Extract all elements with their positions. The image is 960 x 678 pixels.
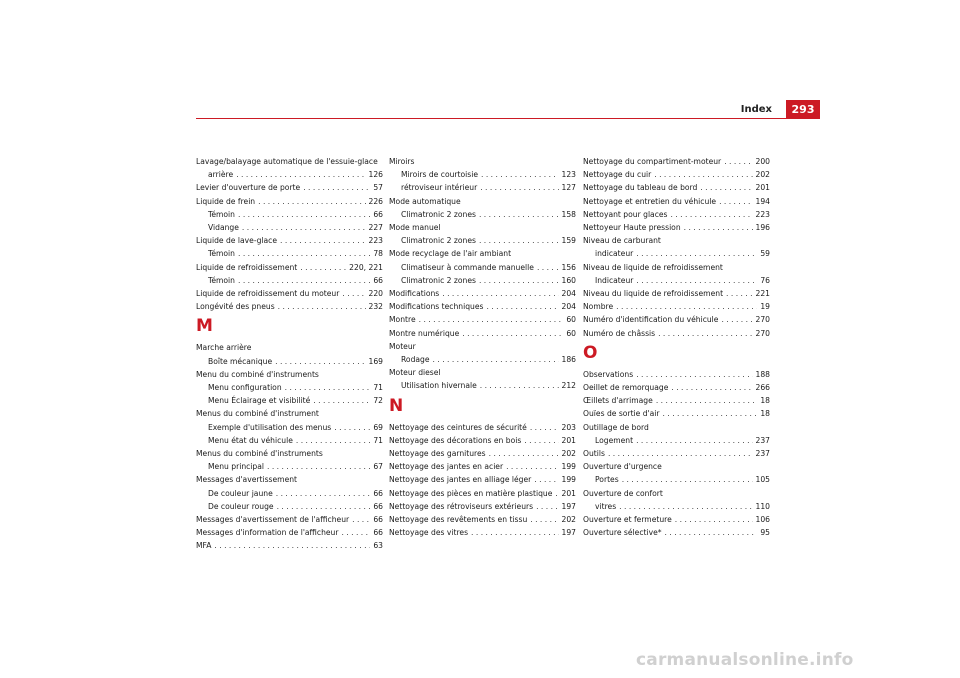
entry-page-number: 266 xyxy=(755,383,770,393)
dot-leader xyxy=(636,247,757,260)
index-entry xyxy=(389,208,576,221)
entry-label: Œillets d'arrimage xyxy=(583,396,653,406)
index-heading: Moteur xyxy=(389,341,416,351)
entry-page-number: 188 xyxy=(755,369,770,379)
entry-page-number: 72 xyxy=(373,396,383,406)
index-entry xyxy=(196,434,383,447)
index-heading: Menus du combiné d'instrument xyxy=(196,409,319,419)
entry-page-number: 232 xyxy=(368,302,383,312)
index-entry xyxy=(196,274,383,287)
entry-label: MFA xyxy=(196,541,212,551)
section-letter: N xyxy=(389,395,404,416)
index-entry xyxy=(196,195,383,208)
section-letter: O xyxy=(583,342,598,363)
index-entry xyxy=(583,274,770,287)
entry-page-number: 201 xyxy=(755,183,770,193)
index-entry xyxy=(389,460,576,473)
dot-leader xyxy=(419,313,564,326)
entry-label: Nettoyeur Haute pression xyxy=(583,223,681,233)
index-heading: Miroirs xyxy=(389,157,415,166)
entry-label: Nettoyage des revêtements en tissu xyxy=(389,515,528,525)
dot-leader xyxy=(276,487,371,500)
index-column-3 xyxy=(583,155,770,539)
dot-leader xyxy=(277,500,371,513)
entry-page-number: 186 xyxy=(561,355,576,365)
entry-label: Numéro d'identification du véhicule xyxy=(583,315,719,325)
entry-label: De couleur jaune xyxy=(208,488,273,498)
page-title: Index xyxy=(740,104,772,115)
dot-leader xyxy=(675,513,753,526)
dot-leader xyxy=(636,368,752,381)
entry-label: Témoin xyxy=(208,275,235,285)
index-entry xyxy=(196,208,383,221)
index-entry xyxy=(196,513,383,526)
dot-leader xyxy=(280,234,366,247)
dot-leader xyxy=(719,195,752,208)
dot-leader xyxy=(214,539,370,552)
dot-leader xyxy=(480,181,558,194)
dot-leader xyxy=(238,247,370,260)
dot-leader xyxy=(342,526,371,539)
entry-label: Nettoyage des rétroviseurs extérieurs xyxy=(389,501,534,511)
entry-label: Boîte mécanique xyxy=(208,356,273,366)
entry-page-number: 202 xyxy=(561,515,576,525)
index-entry xyxy=(389,487,576,500)
index-column-2 xyxy=(389,155,576,539)
entry-page-number: 201 xyxy=(561,435,576,445)
index-entry xyxy=(196,381,383,394)
dot-leader xyxy=(684,221,753,234)
entry-label: rétroviseur intérieur xyxy=(401,183,478,193)
entry-label: Numéro de châssis xyxy=(583,328,656,338)
entry-label: Exemple d'utilisation des menus xyxy=(208,422,332,432)
entry-page-number: 66 xyxy=(373,528,383,538)
entry-page-number: 270 xyxy=(755,328,770,338)
entry-page-number: 197 xyxy=(561,501,576,511)
header-rule xyxy=(196,118,818,119)
index-entry xyxy=(389,513,576,526)
entry-label: Nettoyage des décorations en bois xyxy=(389,435,522,445)
index-heading: Menu du combiné d'instruments xyxy=(196,369,319,379)
index-entry xyxy=(583,407,770,420)
index-entry xyxy=(389,300,576,313)
dot-leader xyxy=(726,287,752,300)
index-entry xyxy=(583,221,770,234)
dot-leader xyxy=(530,513,558,526)
entry-page-number: 199 xyxy=(561,475,576,485)
entry-page-number: 169 xyxy=(368,356,383,366)
entry-label: Nettoyage des garnitures xyxy=(389,449,486,459)
entry-page-number: 66 xyxy=(373,275,383,285)
entry-label: Ouïes de sortie d'air xyxy=(583,409,660,419)
dot-leader xyxy=(462,327,563,340)
entry-page-number: 66 xyxy=(373,488,383,498)
index-entry xyxy=(583,473,770,486)
entry-page-number: 227 xyxy=(368,223,383,233)
index-entry xyxy=(389,168,576,181)
index-heading: Outillage de bord xyxy=(583,422,649,432)
index-entry xyxy=(583,287,770,300)
index-heading: Niveau de liquide de refroidissement xyxy=(583,262,723,272)
index-entry xyxy=(583,247,770,260)
entry-label: Liquide de lave-glace xyxy=(196,236,277,246)
entry-label: Climatiseur à commande manuelle xyxy=(401,262,534,272)
index-entry xyxy=(389,353,576,366)
entry-label: Liquide de frein xyxy=(196,196,256,206)
index-heading: Ouverture de confort xyxy=(583,488,663,498)
entry-label: Nettoyage des jantes en alliage léger xyxy=(389,475,532,485)
entry-label: Montre numérique xyxy=(389,328,460,338)
dot-leader xyxy=(352,513,370,526)
entry-label: Modifications techniques xyxy=(389,302,484,312)
entry-label: Miroirs de courtoisie xyxy=(401,170,478,180)
page-number: 293 xyxy=(786,100,820,119)
dot-leader xyxy=(656,394,758,407)
dot-leader xyxy=(536,500,558,513)
dot-leader xyxy=(663,407,758,420)
index-entry xyxy=(389,261,576,274)
entry-label: Messages d'information de l'afficheur xyxy=(196,528,339,538)
index-entry xyxy=(389,274,576,287)
index-entry xyxy=(583,155,770,168)
dot-leader xyxy=(489,447,559,460)
index-entry xyxy=(583,368,770,381)
entry-page-number: 60 xyxy=(566,315,576,325)
index-entry xyxy=(196,421,383,434)
entry-label: Témoin xyxy=(208,249,235,259)
entry-page-number: 199 xyxy=(561,462,576,472)
dot-leader xyxy=(534,473,558,486)
entry-page-number: 66 xyxy=(373,209,383,219)
dot-leader xyxy=(238,274,370,287)
entry-page-number: 95 xyxy=(760,528,770,538)
entry-page-number: 223 xyxy=(755,209,770,219)
dot-leader xyxy=(236,168,365,181)
entry-page-number: 127 xyxy=(561,183,576,193)
entry-page-number: 221 xyxy=(755,289,770,299)
entry-label: arrière xyxy=(208,170,234,180)
entry-label: Nettoyage du compartiment-moteur xyxy=(583,157,722,166)
entry-label: Ouverture sélective* xyxy=(583,528,662,538)
entry-page-number: 237 xyxy=(755,435,770,445)
dot-leader xyxy=(700,181,752,194)
entry-page-number: 223 xyxy=(368,236,383,246)
entry-label: Modifications xyxy=(389,289,440,299)
entry-label: Niveau du liquide de refroidissement xyxy=(583,289,724,299)
dot-leader xyxy=(665,526,758,539)
dot-leader xyxy=(303,181,370,194)
entry-page-number: 194 xyxy=(755,196,770,206)
index-entry xyxy=(196,300,383,313)
entry-label: De couleur rouge xyxy=(208,501,274,511)
entry-label: Nombre xyxy=(583,302,614,312)
entry-label: Nettoyage des pièces en matière plastique xyxy=(389,488,553,498)
entry-page-number: 226 xyxy=(368,196,383,206)
dot-leader xyxy=(278,300,366,313)
entry-page-number: 196 xyxy=(755,223,770,233)
entry-label: Messages d'avertissement de l'afficheur xyxy=(196,515,350,525)
dot-leader xyxy=(481,168,559,181)
index-entry xyxy=(583,526,770,539)
entry-label: Utilisation hivernale xyxy=(401,381,477,391)
dot-leader xyxy=(530,421,559,434)
entry-page-number: 57 xyxy=(373,183,383,193)
entry-label: Nettoyage des vitres xyxy=(389,528,469,538)
index-entry xyxy=(389,473,576,486)
entry-page-number: 126 xyxy=(368,170,383,180)
dot-leader xyxy=(616,300,757,313)
entry-page-number: 201 xyxy=(561,488,576,498)
entry-page-number: 204 xyxy=(561,302,576,312)
entry-label: Logement xyxy=(595,435,634,445)
dot-leader xyxy=(442,287,558,300)
index-entry xyxy=(196,221,383,234)
index-entry xyxy=(389,181,576,194)
dot-leader xyxy=(258,195,365,208)
entry-page-number: 123 xyxy=(561,170,576,180)
index-entry xyxy=(583,513,770,526)
entry-page-number: 197 xyxy=(561,528,576,538)
dot-leader xyxy=(300,261,346,274)
index-entry xyxy=(583,434,770,447)
index-entry xyxy=(389,500,576,513)
index-entry xyxy=(196,261,383,274)
dot-leader xyxy=(238,208,370,221)
index-entry xyxy=(196,500,383,513)
index-entry xyxy=(196,487,383,500)
index-entry xyxy=(583,500,770,513)
entry-page-number: 202 xyxy=(561,449,576,459)
entry-page-number: 220 xyxy=(368,289,383,299)
index-entry xyxy=(583,195,770,208)
entry-page-number: 66 xyxy=(373,501,383,511)
dot-leader xyxy=(285,381,371,394)
entry-page-number: 18 xyxy=(760,396,770,406)
index-entry xyxy=(389,313,576,326)
entry-page-number: 200 xyxy=(755,157,770,166)
dot-leader xyxy=(275,355,365,368)
dot-leader xyxy=(671,208,753,221)
entry-page-number: 237 xyxy=(755,449,770,459)
entry-label: indicateur xyxy=(595,249,634,259)
entry-label: Oeillet de remorquage xyxy=(583,383,669,393)
dot-leader xyxy=(313,394,370,407)
entry-label: Levier d'ouverture de porte xyxy=(196,183,301,193)
entry-page-number: 156 xyxy=(561,262,576,272)
entry-label: Menu état du véhicule xyxy=(208,435,293,445)
entry-page-number: 78 xyxy=(373,249,383,259)
index-entry xyxy=(389,234,576,247)
dot-leader xyxy=(486,300,558,313)
entry-page-number: 160 xyxy=(561,275,576,285)
dot-leader xyxy=(671,381,752,394)
index-entry xyxy=(389,421,576,434)
entry-page-number: 106 xyxy=(755,515,770,525)
index-entry xyxy=(389,287,576,300)
entry-page-number: 110 xyxy=(755,501,770,511)
entry-label: Liquide de refroidissement xyxy=(196,262,298,272)
entry-label: Nettoyage du tableau de bord xyxy=(583,183,698,193)
index-entry xyxy=(196,394,383,407)
entry-page-number: 66 xyxy=(373,515,383,525)
dot-leader xyxy=(524,434,558,447)
index-heading: Mode manuel xyxy=(389,223,441,233)
dot-leader xyxy=(479,234,559,247)
index-entry xyxy=(196,355,383,368)
entry-page-number: 270 xyxy=(755,315,770,325)
entry-page-number: 105 xyxy=(755,475,770,485)
index-entry xyxy=(389,447,576,460)
entry-label: Portes xyxy=(595,475,619,485)
entry-page-number: 212 xyxy=(561,381,576,391)
entry-label: Menu Éclairage et visibilité xyxy=(208,396,311,406)
index-heading: Ouverture d'urgence xyxy=(583,462,662,472)
dot-leader xyxy=(242,221,366,234)
index-entry xyxy=(389,327,576,340)
entry-label: Nettoyage des ceintures de sécurité xyxy=(389,422,527,432)
dot-leader xyxy=(537,261,559,274)
entry-label: Montre xyxy=(389,315,416,325)
index-entry xyxy=(196,234,383,247)
index-entry xyxy=(583,447,770,460)
entry-page-number: 76 xyxy=(760,275,770,285)
index-entry xyxy=(583,381,770,394)
index-heading: Lavage/balayage automatique de l'essuie-glace xyxy=(196,157,378,166)
dot-leader xyxy=(636,274,757,287)
entry-label: Témoin xyxy=(208,209,235,219)
entry-page-number: 63 xyxy=(373,541,383,551)
entry-label: Vidange xyxy=(208,223,239,233)
index-column-1 xyxy=(196,155,383,553)
entry-page-number: 220, 221 xyxy=(349,262,383,272)
entry-label: Nettoyant pour glaces xyxy=(583,209,668,219)
dot-leader xyxy=(654,168,752,181)
dot-leader xyxy=(267,460,370,473)
entry-label: Menu principal xyxy=(208,462,264,472)
entry-label: vitres xyxy=(595,501,617,511)
entry-page-number: 71 xyxy=(373,383,383,393)
entry-page-number: 204 xyxy=(561,289,576,299)
entry-label: Observations xyxy=(583,369,634,379)
index-entry xyxy=(389,434,576,447)
index-heading: Menus du combiné d'instruments xyxy=(196,449,323,459)
entry-label: Nettoyage des jantes en acier xyxy=(389,462,504,472)
index-entry xyxy=(196,247,383,260)
entry-label: Climatronic 2 zones xyxy=(401,209,476,219)
index-entry xyxy=(583,327,770,340)
index-entry xyxy=(196,168,383,181)
index-heading: Mode recyclage de l'air ambiant xyxy=(389,249,512,259)
dot-leader xyxy=(555,487,558,500)
dot-leader xyxy=(471,526,558,539)
dot-leader xyxy=(506,460,558,473)
entry-page-number: 159 xyxy=(561,236,576,246)
dot-leader xyxy=(342,287,365,300)
entry-page-number: 59 xyxy=(760,249,770,259)
index-heading: Niveau de carburant xyxy=(583,236,661,246)
dot-leader xyxy=(721,313,752,326)
dot-leader xyxy=(334,421,370,434)
index-entry xyxy=(196,287,383,300)
dot-leader xyxy=(658,327,752,340)
entry-label: Climatronic 2 zones xyxy=(401,236,476,246)
entry-page-number: 60 xyxy=(566,328,576,338)
index-entry xyxy=(583,181,770,194)
index-heading: Mode automatique xyxy=(389,196,461,206)
entry-label: Climatronic 2 zones xyxy=(401,275,476,285)
index-heading: Moteur diesel xyxy=(389,368,441,378)
entry-page-number: 69 xyxy=(373,422,383,432)
dot-leader xyxy=(479,208,559,221)
dot-leader xyxy=(479,274,559,287)
entry-page-number: 203 xyxy=(561,422,576,432)
index-entry xyxy=(389,526,576,539)
index-entry xyxy=(196,526,383,539)
entry-page-number: 158 xyxy=(561,209,576,219)
dot-leader xyxy=(296,434,370,447)
index-entry xyxy=(583,394,770,407)
dot-leader xyxy=(622,473,753,486)
entry-label: Nettoyage et entretien du véhicule xyxy=(583,196,717,206)
entry-page-number: 71 xyxy=(373,435,383,445)
index-entry xyxy=(583,208,770,221)
dot-leader xyxy=(724,155,752,168)
entry-page-number: 202 xyxy=(755,170,770,180)
index-heading: Marche arrière xyxy=(196,343,252,353)
dot-leader xyxy=(480,379,559,392)
dot-leader xyxy=(608,447,753,460)
entry-page-number: 67 xyxy=(373,462,383,472)
index-entry xyxy=(583,313,770,326)
entry-label: Longévité des pneus xyxy=(196,302,275,312)
entry-label: Liquide de refroidissement du moteur xyxy=(196,289,340,299)
entry-label: Ouverture et fermeture xyxy=(583,515,672,525)
watermark: carmanualsonline.info xyxy=(636,650,854,670)
entry-page-number: 18 xyxy=(760,409,770,419)
entry-label: Outils xyxy=(583,449,605,459)
entry-page-number: 19 xyxy=(760,302,770,312)
entry-label: Nettoyage du cuir xyxy=(583,170,652,180)
dot-leader xyxy=(636,434,752,447)
index-entry xyxy=(196,539,383,552)
entry-label: Indicateur xyxy=(595,275,634,285)
entry-label: Menu configuration xyxy=(208,383,282,393)
dot-leader xyxy=(433,353,559,366)
section-letter: M xyxy=(196,316,213,337)
index-entry xyxy=(196,181,383,194)
index-entry xyxy=(583,300,770,313)
index-entry xyxy=(583,168,770,181)
entry-label: Rodage xyxy=(401,355,430,365)
index-entry xyxy=(196,460,383,473)
dot-leader xyxy=(619,500,752,513)
index-heading: Messages d'avertissement xyxy=(196,475,298,485)
index-entry xyxy=(389,379,576,392)
